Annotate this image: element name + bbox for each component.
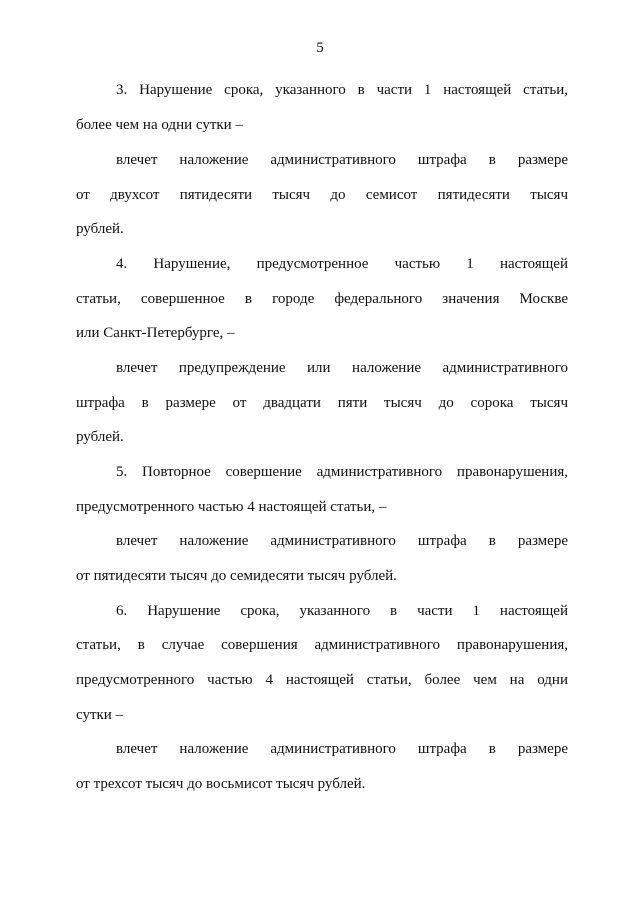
clause-5-line-2: предусмотренного частью 4 настоящей статьи, – xyxy=(76,499,387,515)
clause-4-line-1: 4. Нарушение, предусмотренное частью 1 настоящей xyxy=(116,256,568,272)
clause-5-line-1: 5. Повторное совершение административного правонарушения, xyxy=(116,464,568,480)
clause-5-penalty-line-2: от пятидесяти тысяч до семидесяти тысяч рублей. xyxy=(76,568,397,584)
page-number: 5 xyxy=(316,40,324,56)
clause-4-penalty-line-3: рублей. xyxy=(76,429,124,445)
clause-4-penalty-line-1: влечет предупреждение или наложение административного xyxy=(116,360,568,376)
clause-4-penalty-line-2: штрафа в размере от двадцати пяти тысяч до сорока тысяч xyxy=(76,395,568,411)
clause-3-penalty-line-3: рублей. xyxy=(76,221,124,237)
clause-6-line-2: статьи, в случае совершения административного правонарушения, xyxy=(76,637,568,653)
clause-6-penalty-line-2: от трехсот тысяч до восьмисот тысяч рублей. xyxy=(76,776,366,792)
clause-4-line-3: или Санкт-Петербурге, – xyxy=(76,325,235,341)
clause-5-penalty-line-1: влечет наложение административного штрафа в размере xyxy=(116,533,568,549)
clause-6-line-1: 6. Нарушение срока, указанного в части 1 настоящей xyxy=(116,603,568,619)
clause-3-penalty-line-1: влечет наложение административного штрафа в размере xyxy=(116,152,568,168)
clause-6-line-4: сутки – xyxy=(76,707,124,723)
clause-3-penalty-line-2: от двухсот пятидесяти тысяч до семисот пятидесяти тысяч xyxy=(76,187,568,203)
clause-3-line-1: 3. Нарушение срока, указанного в части 1 настоящей статьи, xyxy=(116,82,568,98)
clause-3-line-2: более чем на одни сутки – xyxy=(76,117,243,133)
clause-6-line-3: предусмотренного частью 4 настоящей статьи, более чем на одни xyxy=(76,672,568,688)
clause-4-line-2: статьи, совершенное в городе федерального значения Москве xyxy=(76,291,568,307)
clause-6-penalty-line-1: влечет наложение административного штрафа в размере xyxy=(116,741,568,757)
